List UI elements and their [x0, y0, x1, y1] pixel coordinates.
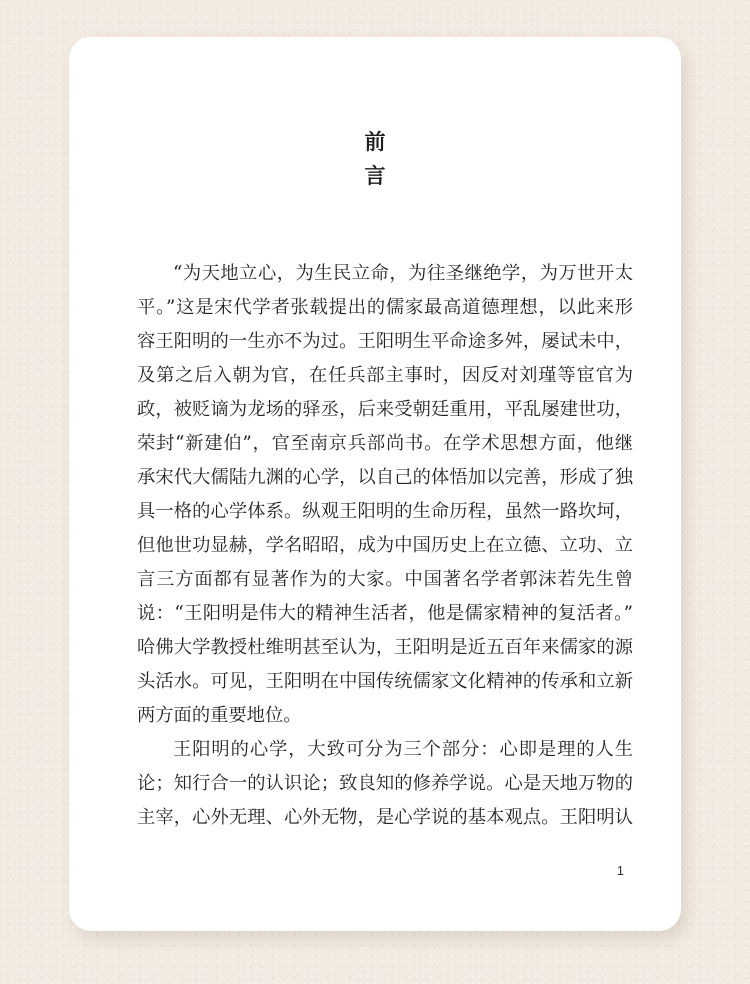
title-char-2: 言: [364, 163, 386, 188]
text-line: 平。”这是宋代学者张载提出的儒家最高道德理想，以此来形: [137, 297, 633, 318]
text-line: 容王阳明的一生亦不为过。王阳明生平命途多舛，屡试未中，: [137, 331, 633, 352]
text-line: 政，被贬谪为龙场的驿丞，后来受朝廷重用，平乱屡建世功，: [137, 399, 633, 420]
page-number: 1: [616, 863, 624, 878]
book-page: [69, 37, 681, 931]
text-line: 王阳明的心学，大致可分为三个部分：心即是理的人生: [173, 739, 633, 760]
text-line: 荣封“新建伯”，官至南京兵部尚书。在学术思想方面，他继: [137, 433, 633, 454]
text-line: 具一格的心学体系。纵观王阳明的生命历程，虽然一路坎坷，: [137, 501, 633, 522]
text-line: 头活水。可见，王阳明在中国传统儒家文化精神的传承和立新: [137, 671, 633, 692]
paragraph-1: [137, 257, 633, 733]
page-title: [69, 125, 681, 193]
paragraph-2: [137, 733, 633, 835]
body-text: [137, 257, 633, 835]
text-line: “为天地立心，为生民立命，为往圣继绝学，为万世开太: [173, 263, 633, 284]
text-line: 主宰，心外无理、心外无物，是心学说的基本观点。王阳明认: [137, 807, 633, 828]
title-char-1: 前: [364, 129, 386, 154]
text-line: 两方面的重要地位。: [137, 705, 302, 726]
text-line: 说：“王阳明是伟大的精神生活者，他是儒家精神的复活者。”: [137, 603, 633, 624]
text-line: 及第之后入朝为官，在任兵部主事时，因反对刘瑾等宦官为: [137, 365, 633, 386]
text-line: 但他世功显赫，学名昭昭，成为中国历史上在立德、立功、立: [137, 535, 633, 556]
text-line: 言三方面都有显著作为的大家。中国著名学者郭沫若先生曾: [137, 569, 633, 590]
text-line: 承宋代大儒陆九渊的心学，以自己的体悟加以完善，形成了独: [137, 467, 633, 488]
text-line: 哈佛大学教授杜维明甚至认为，王阳明是近五百年来儒家的源: [137, 637, 633, 658]
text-line: 论；知行合一的认识论；致良知的修养学说。心是天地万物的: [137, 773, 633, 794]
